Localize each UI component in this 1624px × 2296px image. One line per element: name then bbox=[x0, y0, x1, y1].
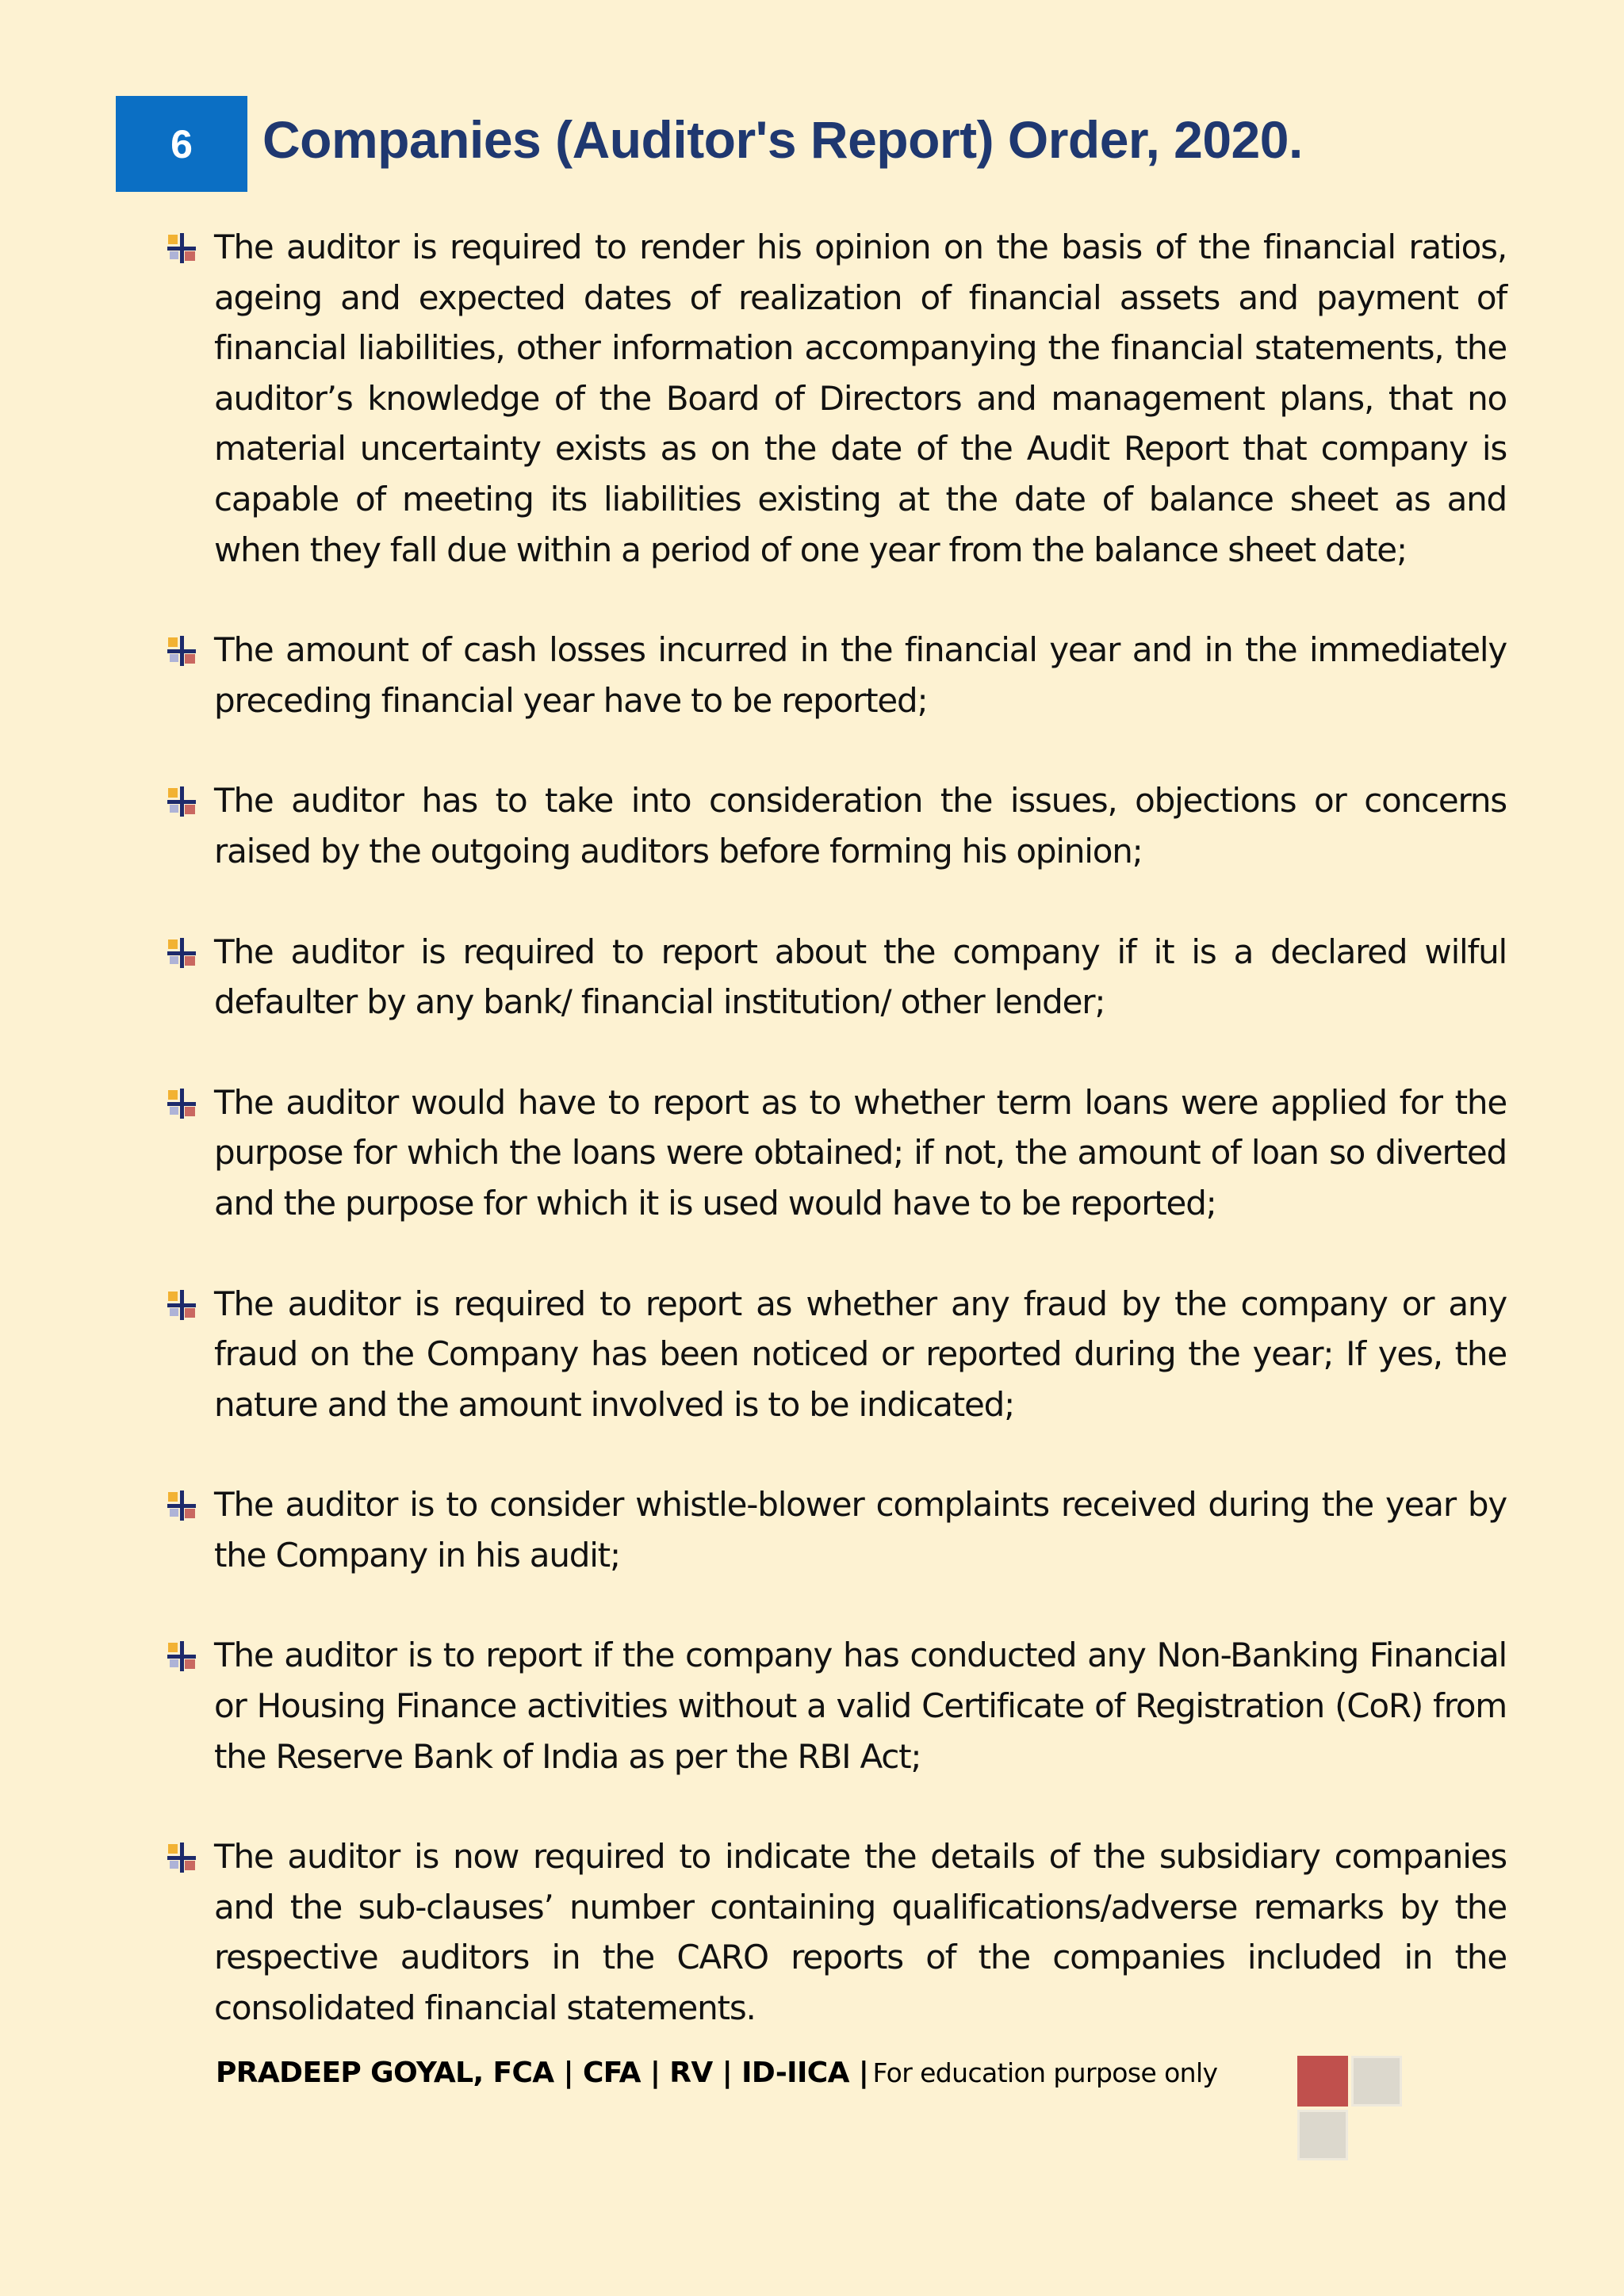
plus-arrow-bullet-icon bbox=[165, 222, 214, 273]
bullet-item bbox=[165, 1279, 1507, 1430]
plus-arrow-bullet-icon bbox=[165, 1279, 214, 1330]
page-number: 6 bbox=[170, 121, 193, 166]
plus-arrow-bullet-icon bbox=[165, 775, 214, 826]
bullet-text: The auditor is required to render his opinion on the basis of the financial ratios, ageing and expected dates of realization of financial assets and payment of financial liabilities, other information accompanying the financial statements, the auditor’s knowledge of the Board of Directors and management plans, that no material uncertainty exists as on the date of the Audit Report that company is capable of meeting its liabilities existing at the date of balance sheet as and when they fall due within a period of one year from the balance sheet date; bbox=[214, 228, 1507, 569]
bullet-text: The auditor would have to report as to whether term loans were applied for the purpose for which the loans were obtained; if not, the amount of loan so diverted and the purpose for which it is used would have to be reported; bbox=[214, 1082, 1507, 1223]
deco-square-grey bbox=[1351, 2056, 1402, 2107]
plus-arrow-bullet-icon bbox=[165, 1630, 214, 1681]
plus-arrow-bullet-icon bbox=[165, 625, 214, 675]
bullet-item bbox=[165, 1630, 1507, 1781]
bullet-item bbox=[165, 1831, 1507, 2033]
page-title: Companies (Auditor's Report) Order, 2020. bbox=[262, 110, 1303, 169]
decorative-squares bbox=[1297, 2056, 1408, 2162]
bullet-item bbox=[165, 927, 1507, 1027]
plus-arrow-bullet-icon bbox=[165, 1077, 214, 1128]
footer-note: For education purpose only bbox=[872, 2057, 1218, 2088]
bullet-item bbox=[165, 625, 1507, 725]
footer bbox=[216, 2057, 1217, 2089]
bullet-text: The auditor is now required to indicate the details of the subsidiary companies and the sub-clauses’ number containing qualifications/adverse remarks by the respective auditors in the CARO reports of the companies included in the consolidated financial statements. bbox=[214, 1837, 1507, 2028]
bullet-item bbox=[165, 1479, 1507, 1580]
bullet-text: The auditor has to take into consideration the issues, objections or concerns raised by the outgoing auditors before forming his opinion; bbox=[214, 781, 1507, 871]
plus-arrow-bullet-icon bbox=[165, 1831, 214, 1882]
bullet-item bbox=[165, 222, 1507, 575]
bullet-text: The auditor is to report if the company has conducted any Non-Banking Financial or Housing Finance activities without a valid Certificate of Registration (CoR) from the Reserve Bank of India as per the RBI Act; bbox=[214, 1636, 1507, 1776]
bullet-text: The auditor is to consider whistle-blower complaints received during the year by the Company in his audit; bbox=[214, 1485, 1507, 1575]
plus-arrow-bullet-icon bbox=[165, 927, 214, 978]
bullet-item bbox=[165, 775, 1507, 876]
footer-author: PRADEEP GOYAL, FCA | CFA | RV | ID-IICA | bbox=[216, 2057, 869, 2089]
bullet-text: The auditor is required to report as whether any fraud by the company or any fraud on the Company has been noticed or reported during the year; If yes, the nature and the amount involved is to be indicated; bbox=[214, 1284, 1507, 1424]
deco-square-red bbox=[1297, 2056, 1348, 2107]
bullet-item bbox=[165, 1077, 1507, 1229]
deco-square-grey bbox=[1297, 2110, 1348, 2160]
bullet-list bbox=[165, 222, 1507, 2084]
plus-arrow-bullet-icon bbox=[165, 1479, 214, 1530]
page-number-box bbox=[116, 96, 247, 192]
bullet-text: The auditor is required to report about the company if it is a declared wilful defaulter by any bank/ financial institution/ other lender; bbox=[214, 932, 1507, 1022]
bullet-text: The amount of cash losses incurred in the financial year and in the immediately preceding financial year have to be reported; bbox=[214, 630, 1507, 720]
